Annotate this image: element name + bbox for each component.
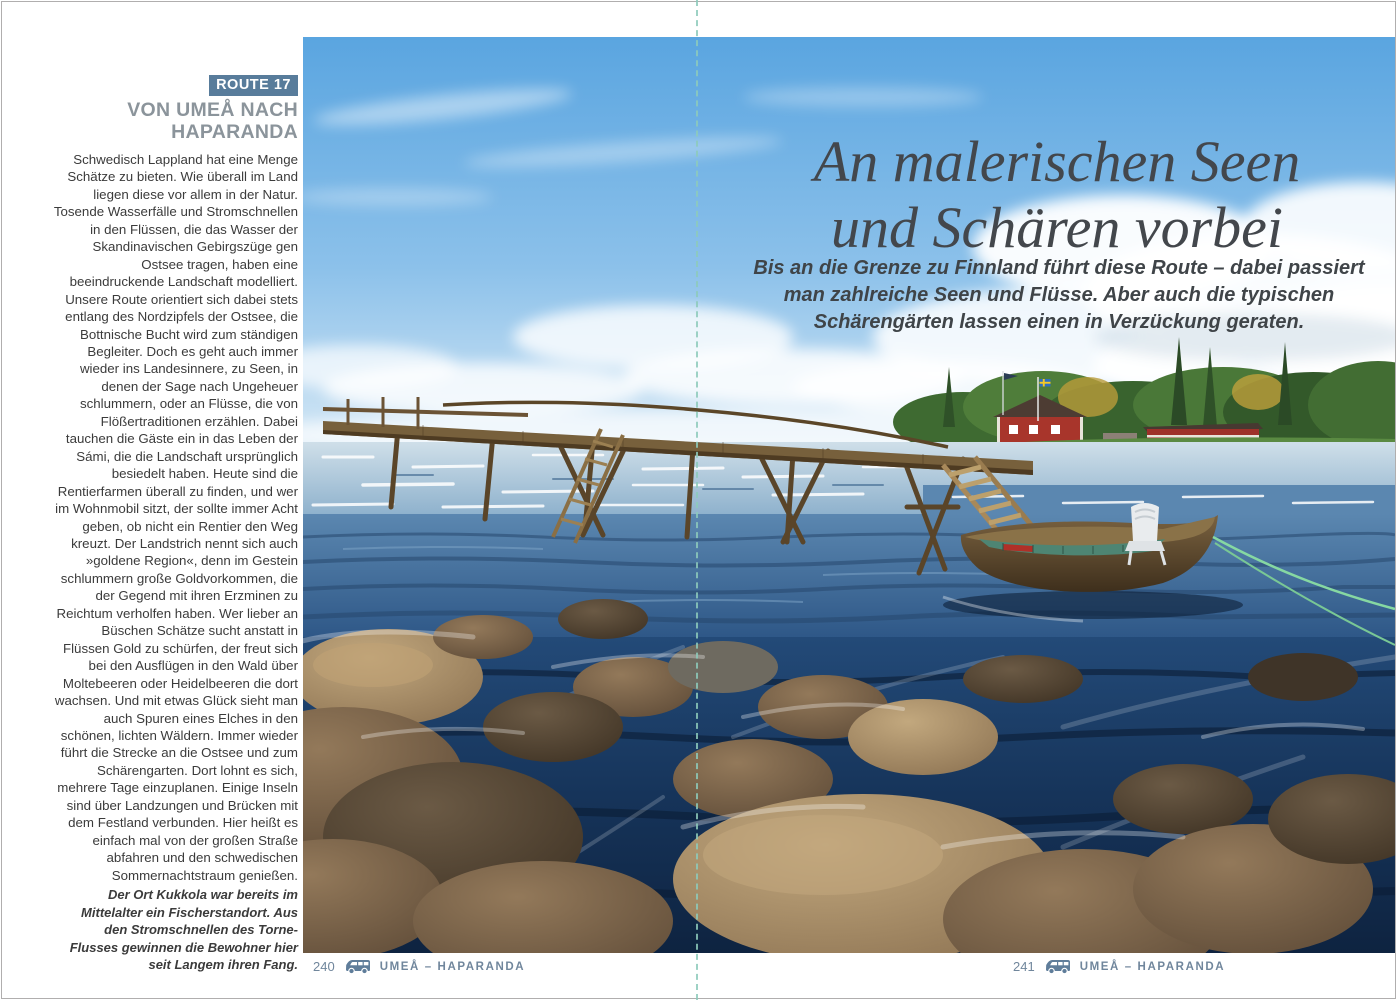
article-title: [719, 129, 1395, 261]
camper-van-icon: [1044, 958, 1071, 975]
spine-fold-line: [696, 0, 698, 1000]
photo-caption: Der Ort Kukkola war bereits im Mittelalter ein Fischerstandort. Aus den Stromschnellen des Torne-Flusses gewinnen die Bewohner hier seit Langem ihren Fang.: [69, 887, 298, 972]
camper-van-icon: [344, 958, 371, 975]
page-number-left: 240: [313, 959, 335, 974]
footer-left-page: [313, 958, 525, 975]
article-subtitle: [729, 255, 1389, 336]
footer-route-label-right: UMEÅ – HAPARANDA: [1079, 960, 1226, 973]
river-photo: [303, 37, 1395, 953]
article-subtitle-line2: man zahlreiche Seen und Flüsse. Aber auch die typischen: [783, 284, 1335, 306]
article-title-line1: An malerischen Seen: [813, 129, 1301, 194]
left-column: [0, 0, 303, 1000]
article-subtitle-line3: Schärengärten lassen einen in Verzückung geraten.: [813, 311, 1305, 333]
route-heading: VON UMEÅ NACH HAPARANDA: [127, 99, 298, 143]
article-title-line2: und Schären vorbei: [830, 195, 1284, 260]
intro-paragraph: Schwedisch Lappland hat eine Menge Schätze zu bieten. Wie überall im Land liegen diese vor allem in der Natur. Tosende Wasserfälle und Stromschnellen in den Flüssen, die das Wasser der Skandinavischen Gebirgszüge gen Ostsee tragen, haben eine beeindruckende Landschaft modelliert. Unsere Route orientiert sich dabei stets entlang des Nordzipfels der Ostsee, die Bottnische Bucht wird zum ständigen Begleiter. Doch es geht auch immer wieder ins Landesinnere, zu Seen, in denen der Sage nach Ungeheuer schlummern, oder an Flüsse, die von Flößertraditionen erzählen. Dabei tauchen die Gäste ein in das Leben der Sámi, die die Landschaft ursprünglich besiedelt haben. Heute sind die Rentierfarmen überall zu finden, und wer im Wohnmobil sitzt, der sollte immer Acht geben, ob nicht ein Rentier den Weg kreuzt. Der Landstrich nennt sich auch »goldene Region«, denn im Gestein schlummern große Goldvorkommen, die der Gegend mit ihren Erzminen zu Reichtum verholfen haben. Wer lieber an Büschen Schätze sucht anstatt in Flüssen Gold zu schürfen, der freut sich bei den Ausflügen in den Wald über Moltebeeren oder Heidelbeeren die dort wachsen. Und mit etwas Glück sieht man auch Spuren eines Elches in den schönen, lichten Wäldern. Immer wieder führt die Strecke an die Ostsee und zum Schärengarten. Dort lohnt es sich, mehrere Tage einzuplanen. Einige Inseln sind über Landzungen und Brücken mit dem Festland verbunden. Hier heißt es einfach mal von der großen Straße abfahren und den schwedischen Sommernachtstraum genießen.: [53, 152, 298, 883]
page-number-right: 241: [1013, 959, 1035, 974]
footer-route-label-left: UMEÅ – HAPARANDA: [379, 960, 526, 973]
route-badge: ROUTE 17: [209, 75, 298, 96]
footer-right-page: [1013, 958, 1225, 975]
article-subtitle-line1: Bis an die Grenze zu Finnland führt diese Route – dabei passiert: [753, 257, 1365, 279]
